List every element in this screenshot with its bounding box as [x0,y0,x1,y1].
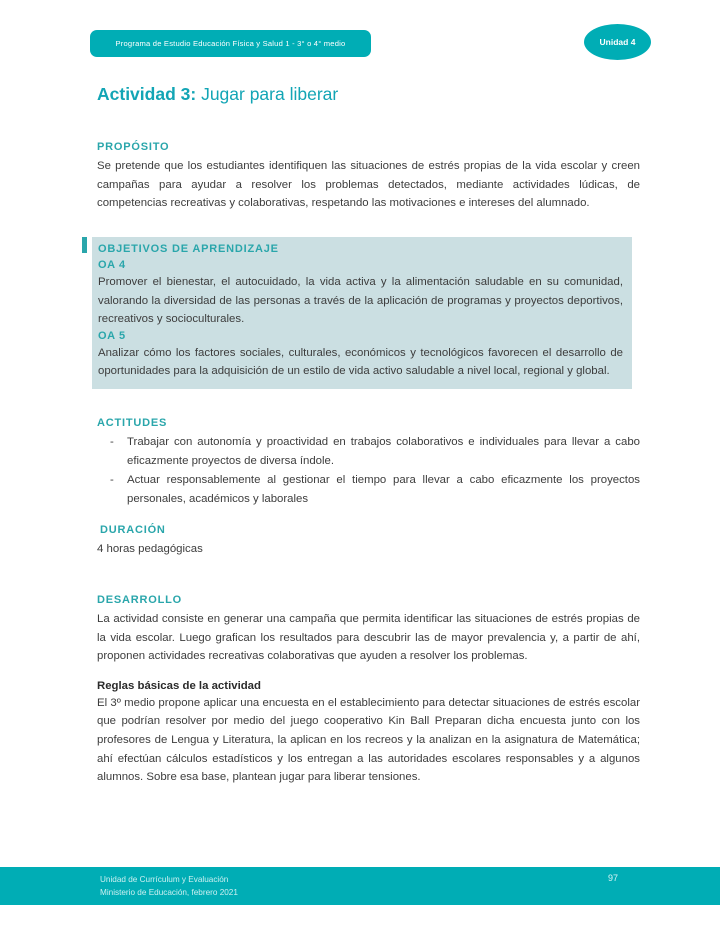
box-accent-mark [82,237,87,253]
actitudes-bullet-1-text: Trabajar con autonomía y proactividad en trabajos colaborativos e individuales para llevar a cabo eficazmente proyectos de diversa índole. [127,436,640,467]
actitudes-bullet-2-text: Actuar responsablemente al gestionar el tiempo para llevar a cabo eficazmente los proyectos personales, académicos y laborales [127,474,640,505]
section-actitudes [97,417,640,509]
page-title-prefix: Actividad 3: [97,84,197,104]
page-title-rest: Jugar para liberar [196,84,339,104]
header-program-pill [90,30,371,57]
section-objetivos [92,237,632,389]
objetivos-heading: OBJETIVOS DE APRENDIZAJE [98,243,279,255]
footer-publisher [100,873,238,899]
section-proposito [97,141,640,213]
section-desarrollo [97,594,640,787]
unit-badge-label: Unidad 4 [599,37,636,47]
reglas-body: El 3º medio propone aplicar una encuesta en el establecimiento para detectar situaciones de estrés escolar que podrían resolver por medio del juego cooperativo Kin Ball Preparan dicha encuesta junto con los profesores de Lengua y Literatura, la aplican en los recreos y la analizan en la asignatura de Matemática; ahí efectúan cálculos estadísticos y los entregan a las autoridades escolares responsables y a algunos alumnos. Sobre esa base, plantean jugar para liberar tensiones. [97,696,640,784]
reglas-subheading: Reglas básicas de la actividad [97,679,261,692]
desarrollo-body: La actividad consiste en generar una campaña que permita identificar las situaciones de estrés propias de la vida escolar. Luego grafican los resultados para descubrir las de mayor prevalencia y, a partir de ahí, proponen actividades recreativas colaborativas que ayuden a resolver los problemas. [97,613,640,663]
duracion-body: 4 horas pedagógicas [97,543,203,555]
actitudes-bullet-1 [97,433,640,470]
header-program-label: Programa de Estudio Educación Física y Salud 1 - 3° o 4° medio [115,39,346,48]
footer-line-2: Ministerio de Educación, febrero 2021 [100,888,238,897]
actitudes-bullet-2 [97,471,640,508]
desarrollo-heading: DESARROLLO [97,594,182,606]
unit-badge [584,24,651,60]
footer-bar [0,867,720,905]
oa4-label: OA 4 [98,259,126,271]
page-title [97,84,640,105]
bullet-dash: - [110,474,114,487]
oa5-body: Analizar cómo los factores sociales, culturales, económicos y tecnológicos favorecen el desarrollo de oportunidades para la adquisición de un estilo de vida activo saludable a nivel local, regional y global. [98,346,623,378]
proposito-heading: PROPÓSITO [97,141,170,153]
bullet-dash: - [110,436,114,448]
proposito-body: Se pretende que los estudiantes identifiquen las situaciones de estrés propias de la vida escolar y creen campañas para ayudar a resolver los problemas detectados, mediante actividades lúdicas, de competencias recreativas y colaborativas, respetando las motivaciones e intereses del alumnado. [97,160,640,210]
section-duracion [97,524,640,559]
actitudes-heading: ACTITUDES [97,417,168,429]
page-number: 97 [608,873,619,883]
oa4-body: Promover el bienestar, el autocuidado, la vida activa y la alimentación saludable en su comunidad, valorando la diversidad de las personas a través de la aplicación de programas y proyectos deportivos, recreativos y socioculturales. [98,276,623,326]
footer-line-1: Unidad de Currículum y Evaluación [100,875,229,884]
oa5-label: OA 5 [98,329,126,342]
duracion-heading: DURACIÓN [100,524,166,536]
